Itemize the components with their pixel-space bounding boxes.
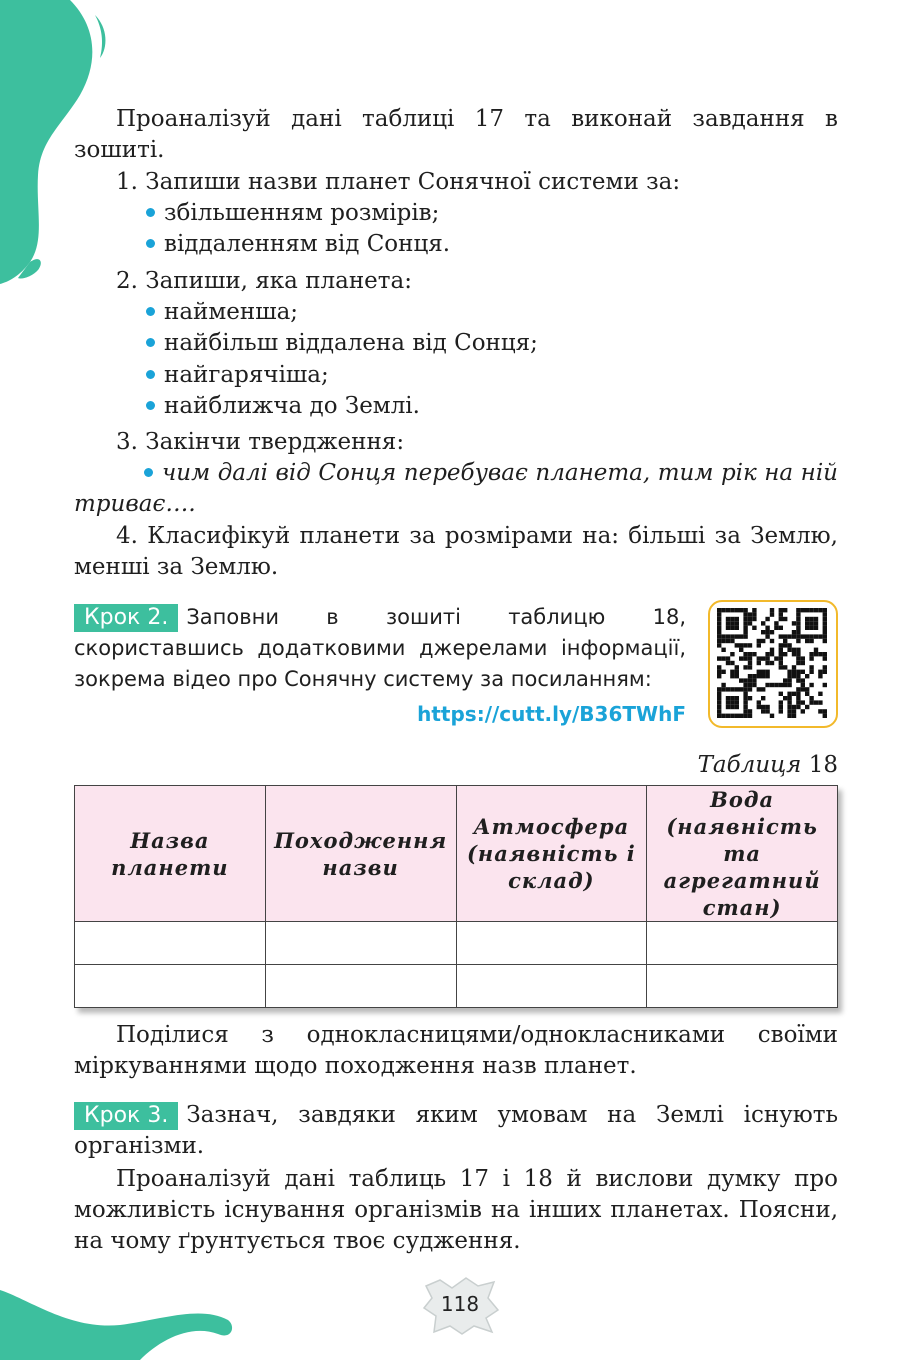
share-paragraph: Поділися з однокласницями/однокласниками своїми міркуваннями щодо походження назв планет.	[74, 1022, 838, 1079]
task1-bullet-2: віддаленням від Сонця.	[146, 229, 450, 260]
table-row	[75, 965, 838, 1008]
task4-text: 4. Класифікуй планети за розмірами на: більші за Землю, менші за Землю.	[74, 523, 838, 580]
table-row	[75, 922, 838, 965]
video-link[interactable]: https://cutt.ly/B36TWhF	[417, 702, 686, 726]
table-caption: Таблиця 18	[697, 752, 838, 778]
qr-code-icon	[710, 602, 835, 725]
task2-bullet-1: найменша;	[146, 297, 298, 328]
step2-label: Крок 2.	[74, 604, 178, 632]
table-cell	[647, 965, 838, 1008]
bullet-icon	[146, 208, 155, 217]
table-cell	[456, 965, 647, 1008]
bullet-icon	[146, 307, 155, 316]
bullet-icon	[146, 401, 155, 410]
table-cell	[647, 922, 838, 965]
bullet-icon	[146, 370, 155, 379]
intro-paragraph: Проаналізуй дані таблиці 17 та виконай завдання в зошиті.	[74, 106, 838, 163]
decorative-splash-bottom	[0, 1270, 240, 1360]
qr-code[interactable]	[708, 600, 838, 728]
task2-title: 2. Запиши, яка планета:	[116, 268, 412, 294]
step3-label: Крок 3.	[74, 1102, 178, 1130]
task3-statement: чим далі від Сонця перебуває планета, тим рік на ній триває….	[74, 460, 838, 517]
header-atmosphere: Атмосфера (наявність і склад)	[456, 786, 647, 922]
table-cell	[75, 922, 266, 965]
page-number: 118	[420, 1276, 500, 1336]
bullet-icon	[146, 338, 155, 347]
bullet-icon	[146, 239, 155, 248]
header-name-origin: Походження назви	[265, 786, 456, 922]
table-header-row	[75, 786, 838, 922]
header-water: Вода (наявність та агрегатний стан)	[647, 786, 838, 922]
task2-bullet-3: найгарячіша;	[146, 360, 329, 391]
step3-analysis-paragraph: Проаналізуй дані таблиць 17 і 18 й вислови думку про можливість існування організмів на інших планетах. Поясни, на чому ґрунтується твоє судження.	[74, 1166, 838, 1254]
task2-bullet-4: найближча до Землі.	[146, 391, 420, 422]
table-cell	[265, 965, 456, 1008]
step2-paragraph: Крок 2. Заповни в зошиті таблицю 18, скориставшись додатковими джерелами інформації, зокрема відео про Сонячну систему за посиланням:	[74, 605, 686, 691]
table-cell	[75, 965, 266, 1008]
table-cell	[456, 922, 647, 965]
task1-title: 1. Запиши назви планет Сонячної системи за:	[116, 169, 681, 195]
task3-title: 3. Закінчи твердження:	[116, 429, 405, 455]
bullet-icon	[144, 468, 153, 477]
table-18	[74, 785, 838, 1008]
task2-bullet-2: найбільш віддалена від Сонця;	[146, 328, 538, 359]
table-cell	[265, 922, 456, 965]
task1-bullet-1: збільшенням розмірів;	[146, 198, 439, 229]
step3-paragraph: Крок 3. Зазнач, завдяки яким умовам на Землі існують організми.	[74, 1102, 838, 1159]
header-planet-name: Назва планети	[75, 786, 266, 922]
